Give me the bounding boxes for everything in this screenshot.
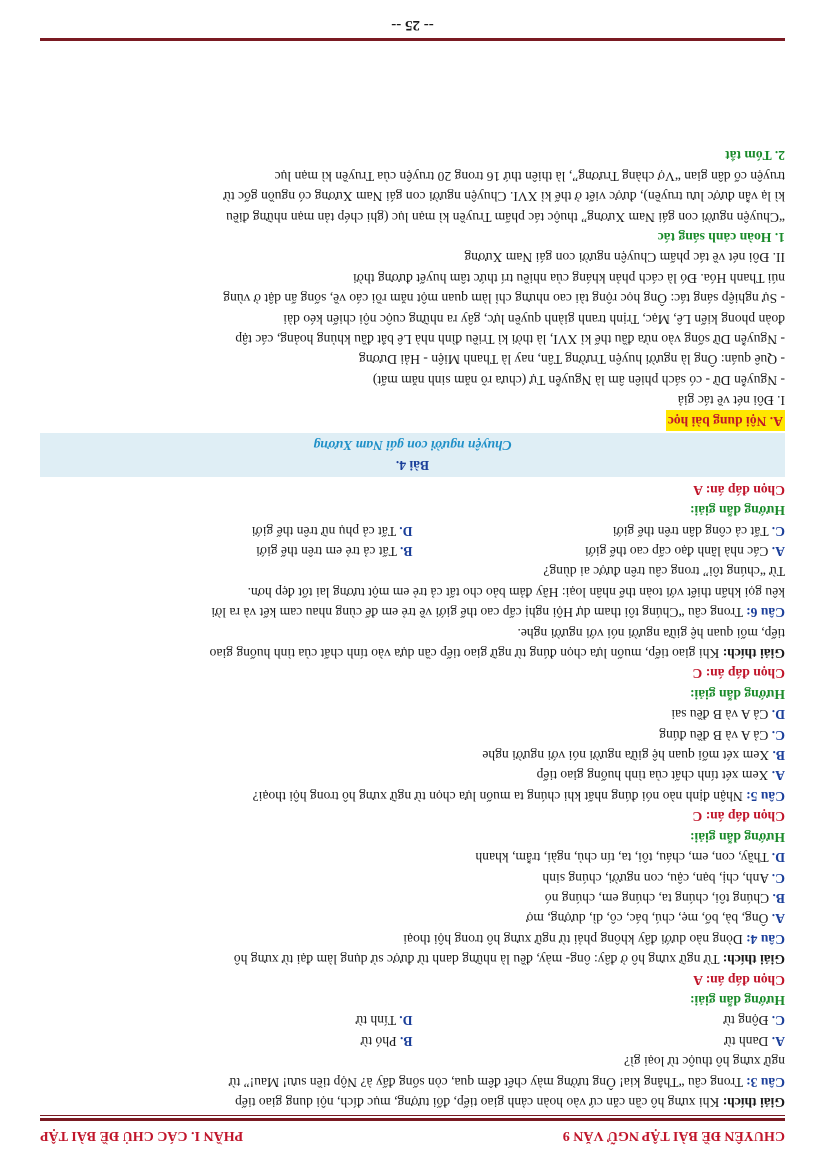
text-line: núi Thanh Hóa. Đó là cách phản kháng của nhiều trí thức tâm huyết đương thời — [352, 270, 785, 286]
text-line: - Quê quán: Ông là người huyện Trường Tân, nay là Thanh Miện - Hải Dương — [359, 352, 785, 368]
guide-heading: Hướng dẫn giải: — [689, 829, 785, 845]
header-left: CHUYÊN ĐỀ BÀI TẬP NGỮ VĂN 9 — [562, 1128, 785, 1144]
answer-line: Chọn đáp án: C — [692, 666, 785, 682]
text-line: “Chuyện người con gái Nam Xương” thuộc tác phẩm Truyền kì mạn lục (ghi chép tản mạn những điều — [226, 209, 785, 225]
page-header — [40, 1125, 785, 1149]
question-5: Câu 5: Nhận định nào nói đúng nhất khi chúng ta muốn lựa chọn từ ngữ xưng hô trong hội thoại? — [252, 788, 785, 804]
question-6: Câu 6: Trong câu “Chúng tôi tham dự Hội nghị cấp cao thế giới về trẻ em để cùng nhau cam kết và ra lời — [211, 605, 785, 621]
text-line: truyện cổ dân gian “Vợ chàng Trương”, là thiên thứ 16 trong 20 truyện của Truyền kì mạn lục — [274, 168, 785, 184]
text-line: - Nguyễn Dữ sống vào nửa đầu thế kỉ XVI, là thời kì Triều đình nhà Lê bắt đầu khủng hoảng, các tập — [235, 331, 785, 347]
option-b: B. Phó từ — [360, 1033, 413, 1049]
text-line: I. Đôi nét về tác giả — [677, 393, 785, 409]
options-row — [40, 1030, 785, 1050]
option-d: D. Cả A và B đều sai — [671, 707, 785, 723]
guide-heading: Hướng dẫn giải: — [689, 686, 785, 702]
option-c: C. Anh, chị, bạn, cậu, con người, chúng sinh — [542, 870, 785, 886]
page-content — [40, 145, 785, 1112]
text-line: ngữ xưng hô thuộc từ loại gì? — [623, 1054, 785, 1070]
text-line: tiếp, mối quan hệ giữa người nói với người nghe. — [517, 625, 785, 641]
text-line: kì lạ vẫn được lưu truyền), được viết ở thế kỉ XVI. Chuyện người con gái Nam Xương có nguồn gốc từ — [223, 189, 785, 205]
subsection-heading: 1. Hoàn cảnh sáng tác — [657, 229, 785, 245]
answer-line: Chọn đáp án: C — [692, 809, 785, 825]
subsection-heading: 2. Tóm tắt — [725, 148, 785, 164]
text-line: - Sự nghiệp sáng tác: Ông học rộng tài cao nhưng chỉ làm quan một năm rồi cáo về, sống ẩn dật ở vùng — [223, 291, 785, 307]
option-c: C. Cả A và B đều đúng — [659, 727, 785, 743]
option-c: C. Động từ — [723, 1013, 785, 1029]
text-line: Giải thích: Khi giao tiếp, muốn lựa chọn đúng từ ngữ giao tiếp cần dựa vào tính chất của tình huống giao — [209, 646, 785, 662]
lesson-banner — [40, 433, 785, 478]
text-line: Từ “chúng tôi” trong câu trên được ai dùng? — [543, 564, 785, 580]
option-d: D. Tất cả phụ nữ trên thế giới — [251, 523, 413, 539]
lesson-subtitle: Chuyện người con gái Nam Xương — [313, 438, 512, 453]
option-a: A. Ông, bà, bố, mẹ, chú, bác, cô, dì, dượng, mợ — [526, 911, 785, 927]
guide-heading: Hướng dẫn giải: — [689, 503, 785, 519]
options-row — [40, 1010, 785, 1030]
header-rule — [40, 1118, 785, 1121]
option-b: B. Xem xét mối quan hệ giữa người nói với người nghe — [482, 748, 785, 764]
option-c: C. Tất cả công dân trên thế giới — [612, 523, 785, 539]
text-line: II. Đôi nét về tác phẩm Chuyện người con gái Nam Xương — [464, 250, 785, 266]
footer-rule — [40, 38, 785, 41]
section-heading: A. Nội dung bài học — [666, 410, 785, 430]
answer-line: Chọn đáp án: A — [693, 972, 785, 988]
text-line: đoàn phong kiến Lê, Mạc, Trịnh tranh giành quyền lực, gây ra những cuộc nội chiến kéo dài — [283, 311, 785, 327]
text-line: Giải thích: Từ ngữ xưng hô ở đây: ông- mày, đều là những danh từ được sử dụng làm đại từ xưng hô — [233, 952, 785, 968]
text-line: - Nguyễn Dữ - có sách phiên âm là Nguyễn Tự (chưa rõ năm sinh năm mất) — [372, 372, 785, 388]
option-d: D. Tính từ — [355, 1013, 413, 1029]
page-number: -- 25 -- — [391, 17, 434, 33]
options-row — [40, 520, 785, 540]
option-b: B. Chúng tôi, chúng ta, chúng em, chúng nó — [544, 890, 785, 906]
option-a: A. Các nhà lãnh đạo cấp cao thế giới — [584, 544, 785, 560]
option-a: A. Xem xét tính chất của tình huống giao tiếp — [536, 768, 785, 784]
text-line: kêu gọi khẩn thiết với toàn thể nhân loại: Hãy đảm bảo cho tất cả trẻ em một tương lai tốt đẹp hơn. — [247, 584, 785, 600]
options-row — [40, 541, 785, 561]
header-right: PHẦN I. CÁC CHỦ ĐỀ BÀI TẬP — [40, 1128, 244, 1144]
question-3: Câu 3: Trong câu “Thằng kia! Ông tưởng mày chết đêm qua, còn sống đấy à? Nộp tiền sưu! Mau!” từ — [229, 1074, 785, 1090]
option-d: D. Thầy, con, em, cháu, tôi, ta, tín chủ, ngài, trẫm, khanh — [475, 850, 785, 866]
question-4: Câu 4: Dòng nào dưới đây không phải từ ngữ xưng hô trong hội thoại — [403, 931, 785, 947]
header-rule-thin — [40, 1115, 785, 1116]
lesson-title: Bài 4. — [395, 458, 430, 474]
text-line: Giải thích: Khi xưng hô cần căn cứ vào hoàn cảnh giao tiếp, đối tượng, mục đích, nội dung giao tiếp — [235, 1095, 785, 1110]
answer-line: Chọn đáp án: A — [693, 482, 785, 498]
option-a: A. Danh từ — [724, 1033, 785, 1049]
guide-heading: Hướng dẫn giải: — [689, 992, 785, 1008]
option-b: B. Tất cả trẻ em trên thế giới — [256, 544, 413, 560]
